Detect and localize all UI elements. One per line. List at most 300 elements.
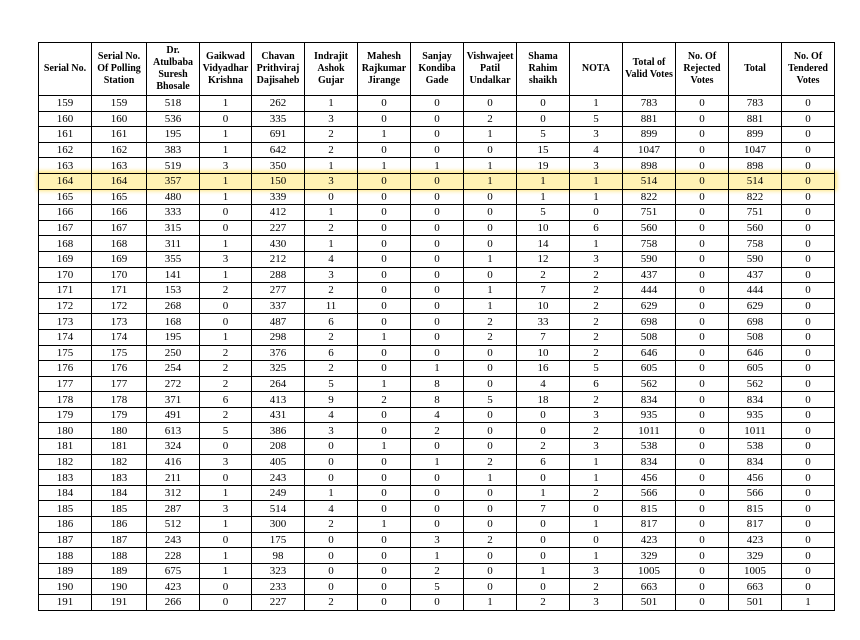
column-header: Sanjay Kondiba Gade <box>411 43 464 96</box>
table-cell: 272 <box>147 376 200 392</box>
table-cell: 817 <box>729 517 782 533</box>
table-cell: 166 <box>92 205 147 221</box>
table-cell: 0 <box>464 407 517 423</box>
table-cell: 3 <box>570 563 623 579</box>
table-cell: 0 <box>782 470 835 486</box>
table-cell: 175 <box>39 345 92 361</box>
table-cell: 173 <box>92 314 147 330</box>
table-cell: 1 <box>200 96 252 112</box>
table-cell: 228 <box>147 548 200 564</box>
table-cell: 0 <box>676 329 729 345</box>
table-cell: 0 <box>782 439 835 455</box>
table-cell: 1 <box>358 517 411 533</box>
table-row <box>39 563 835 579</box>
table-cell: 822 <box>729 189 782 205</box>
table-cell: 183 <box>92 470 147 486</box>
table-cell: 3 <box>305 423 358 439</box>
table-cell: 2 <box>305 283 358 299</box>
table-cell: 0 <box>411 329 464 345</box>
table-cell: 1 <box>782 595 835 611</box>
table-cell: 243 <box>252 470 305 486</box>
table-cell: 0 <box>411 501 464 517</box>
table-cell: 2 <box>200 376 252 392</box>
table-cell: 2 <box>305 127 358 143</box>
table-cell: 405 <box>252 454 305 470</box>
table-cell: 431 <box>252 407 305 423</box>
table-cell: 0 <box>411 298 464 314</box>
table-cell: 0 <box>464 548 517 564</box>
table-cell: 1 <box>464 470 517 486</box>
column-header: Indrajit Ashok Gujar <box>305 43 358 96</box>
table-cell: 0 <box>305 548 358 564</box>
table-cell: 519 <box>147 158 200 174</box>
table-cell: 182 <box>39 454 92 470</box>
table-cell: 0 <box>411 111 464 127</box>
table-cell: 6 <box>570 220 623 236</box>
table-cell: 0 <box>782 283 835 299</box>
table-row <box>39 111 835 127</box>
table-cell: 160 <box>92 111 147 127</box>
table-cell: 1 <box>570 173 623 189</box>
table-cell: 1047 <box>729 142 782 158</box>
table-cell: 172 <box>39 298 92 314</box>
table-cell: 562 <box>729 376 782 392</box>
column-header: Shama Rahim shaikh <box>517 43 570 96</box>
table-cell: 15 <box>517 142 570 158</box>
column-header: NOTA <box>570 43 623 96</box>
table-cell: 6 <box>570 376 623 392</box>
table-cell: 0 <box>411 127 464 143</box>
table-cell: 277 <box>252 283 305 299</box>
table-cell: 3 <box>200 454 252 470</box>
table-cell: 182 <box>92 454 147 470</box>
table-cell: 3 <box>305 111 358 127</box>
table-cell: 2 <box>200 283 252 299</box>
table-cell: 698 <box>729 314 782 330</box>
table-cell: 1 <box>411 158 464 174</box>
table-cell: 0 <box>411 314 464 330</box>
table-cell: 0 <box>464 142 517 158</box>
table-cell: 0 <box>411 283 464 299</box>
table-cell: 0 <box>464 236 517 252</box>
table-cell: 2 <box>305 595 358 611</box>
table-cell: 0 <box>676 563 729 579</box>
table-cell: 150 <box>252 173 305 189</box>
table-cell: 0 <box>782 236 835 252</box>
table-row <box>39 314 835 330</box>
table-cell: 5 <box>305 376 358 392</box>
table-row <box>39 548 835 564</box>
table-cell: 2 <box>517 439 570 455</box>
table-cell: 1 <box>200 517 252 533</box>
table-cell: 337 <box>252 298 305 314</box>
table-row <box>39 595 835 611</box>
table-cell: 1 <box>200 563 252 579</box>
table-cell: 1 <box>570 189 623 205</box>
table-cell: 0 <box>676 517 729 533</box>
table-cell: 0 <box>676 127 729 143</box>
table-cell: 195 <box>147 329 200 345</box>
table-row <box>39 96 835 112</box>
table-cell: 177 <box>39 376 92 392</box>
table-cell: 211 <box>147 470 200 486</box>
table-cell: 0 <box>782 142 835 158</box>
table-cell: 19 <box>517 158 570 174</box>
table-cell: 1 <box>464 127 517 143</box>
column-header: Total <box>729 43 782 96</box>
table-row <box>39 127 835 143</box>
table-cell: 1 <box>411 548 464 564</box>
table-cell: 0 <box>782 298 835 314</box>
table-cell: 1011 <box>729 423 782 439</box>
table-cell: 0 <box>782 548 835 564</box>
table-cell: 173 <box>39 314 92 330</box>
table-cell: 1 <box>464 595 517 611</box>
table-cell: 288 <box>252 267 305 283</box>
table-cell: 0 <box>782 189 835 205</box>
table-cell: 3 <box>570 439 623 455</box>
table-cell: 0 <box>305 470 358 486</box>
table-cell: 0 <box>358 407 411 423</box>
table-cell: 329 <box>729 548 782 564</box>
table-row <box>39 236 835 252</box>
table-cell: 0 <box>464 267 517 283</box>
table-cell: 5 <box>570 111 623 127</box>
table-cell: 0 <box>782 532 835 548</box>
table-cell: 0 <box>676 142 729 158</box>
table-cell: 935 <box>729 407 782 423</box>
table-cell: 11 <box>305 298 358 314</box>
table-cell: 2 <box>570 298 623 314</box>
table-cell: 629 <box>729 298 782 314</box>
table-cell: 1 <box>200 173 252 189</box>
table-cell: 0 <box>782 220 835 236</box>
table-cell: 0 <box>200 314 252 330</box>
table-cell: 0 <box>676 407 729 423</box>
table-cell: 0 <box>676 251 729 267</box>
table-cell: 0 <box>676 205 729 221</box>
polling-results-table <box>38 42 835 611</box>
table-cell: 2 <box>570 283 623 299</box>
column-header: Gaikwad Vidyadhar Krishna <box>200 43 252 96</box>
table-cell: 590 <box>729 251 782 267</box>
table-cell: 323 <box>252 563 305 579</box>
table-cell: 0 <box>676 485 729 501</box>
table-cell: 413 <box>252 392 305 408</box>
table-cell: 141 <box>147 267 200 283</box>
table-cell: 2 <box>305 220 358 236</box>
table-cell: 0 <box>358 532 411 548</box>
table-cell: 167 <box>92 220 147 236</box>
table-cell: 456 <box>623 470 676 486</box>
table-cell: 0 <box>782 267 835 283</box>
table-cell: 165 <box>39 189 92 205</box>
table-cell: 0 <box>676 345 729 361</box>
table-cell: 898 <box>623 158 676 174</box>
table-cell: 935 <box>623 407 676 423</box>
table-cell: 1 <box>358 329 411 345</box>
table-cell: 2 <box>464 314 517 330</box>
table-cell: 0 <box>676 376 729 392</box>
table-cell: 180 <box>92 423 147 439</box>
table-cell: 0 <box>782 361 835 377</box>
table-cell: 5 <box>570 361 623 377</box>
table-cell: 437 <box>729 267 782 283</box>
table-cell: 698 <box>623 314 676 330</box>
table-cell: 3 <box>200 158 252 174</box>
table-cell: 162 <box>92 142 147 158</box>
table-cell: 834 <box>623 454 676 470</box>
table-row <box>39 501 835 517</box>
column-header: Mahesh Rajkumar Jirange <box>358 43 411 96</box>
table-cell: 12 <box>517 251 570 267</box>
table-cell: 0 <box>676 96 729 112</box>
table-cell: 536 <box>147 111 200 127</box>
table-cell: 0 <box>411 470 464 486</box>
table-cell: 376 <box>252 345 305 361</box>
table-cell: 437 <box>623 267 676 283</box>
table-row <box>39 329 835 345</box>
table-cell: 191 <box>92 595 147 611</box>
table-cell: 1 <box>464 173 517 189</box>
table-cell: 6 <box>305 345 358 361</box>
table-cell: 1 <box>200 236 252 252</box>
table-cell: 423 <box>729 532 782 548</box>
table-cell: 566 <box>729 485 782 501</box>
table-cell: 1 <box>200 548 252 564</box>
table-cell: 153 <box>147 283 200 299</box>
table-cell: 2 <box>411 563 464 579</box>
table-cell: 0 <box>200 439 252 455</box>
table-cell: 538 <box>729 439 782 455</box>
table-cell: 188 <box>39 548 92 564</box>
table-cell: 423 <box>623 532 676 548</box>
table-cell: 0 <box>200 205 252 221</box>
table-cell: 163 <box>92 158 147 174</box>
table-cell: 3 <box>570 158 623 174</box>
table-cell: 0 <box>676 220 729 236</box>
table-cell: 0 <box>676 595 729 611</box>
table-cell: 168 <box>92 236 147 252</box>
table-cell: 0 <box>517 548 570 564</box>
table-cell: 2 <box>305 517 358 533</box>
table-cell: 167 <box>39 220 92 236</box>
table-cell: 170 <box>39 267 92 283</box>
table-cell: 174 <box>39 329 92 345</box>
table-cell: 0 <box>358 205 411 221</box>
table-cell: 487 <box>252 314 305 330</box>
table-cell: 444 <box>623 283 676 299</box>
table-cell: 0 <box>676 548 729 564</box>
table-cell: 0 <box>676 501 729 517</box>
table-cell: 172 <box>92 298 147 314</box>
table-cell: 0 <box>676 236 729 252</box>
table-cell: 1 <box>570 96 623 112</box>
table-cell: 2 <box>570 579 623 595</box>
table-cell: 1 <box>358 158 411 174</box>
table-cell: 1 <box>517 173 570 189</box>
table-cell: 4 <box>305 251 358 267</box>
table-cell: 0 <box>464 501 517 517</box>
table-cell: 0 <box>411 173 464 189</box>
table-cell: 815 <box>623 501 676 517</box>
table-row <box>39 376 835 392</box>
table-cell: 250 <box>147 345 200 361</box>
table-cell: 287 <box>147 501 200 517</box>
table-row <box>39 407 835 423</box>
table-cell: 1 <box>358 376 411 392</box>
table-cell: 2 <box>570 345 623 361</box>
table-cell: 2 <box>517 595 570 611</box>
column-header: Chavan Prithviraj Dajisaheb <box>252 43 305 96</box>
table-row <box>39 532 835 548</box>
table-cell: 0 <box>782 127 835 143</box>
table-cell: 0 <box>782 407 835 423</box>
table-cell: 0 <box>411 220 464 236</box>
table-row <box>39 361 835 377</box>
table-cell: 5 <box>411 579 464 595</box>
table-row <box>39 142 835 158</box>
table-cell: 350 <box>252 158 305 174</box>
table-cell: 0 <box>358 454 411 470</box>
table-cell: 0 <box>676 314 729 330</box>
table-cell: 514 <box>623 173 676 189</box>
table-cell: 1 <box>200 189 252 205</box>
table-cell: 3 <box>200 501 252 517</box>
table-cell: 159 <box>39 96 92 112</box>
table-cell: 170 <box>92 267 147 283</box>
table-cell: 0 <box>517 407 570 423</box>
table-cell: 0 <box>676 189 729 205</box>
column-header: No. Of Rejected Votes <box>676 43 729 96</box>
column-header: Vishwajeet Patil Undalkar <box>464 43 517 96</box>
table-cell: 187 <box>92 532 147 548</box>
table-cell: 0 <box>782 517 835 533</box>
table-cell: 0 <box>411 236 464 252</box>
table-cell: 1 <box>200 329 252 345</box>
table-cell: 560 <box>623 220 676 236</box>
table-cell: 1 <box>570 548 623 564</box>
table-cell: 0 <box>464 189 517 205</box>
table-cell: 189 <box>39 563 92 579</box>
table-row <box>39 579 835 595</box>
table-cell: 311 <box>147 236 200 252</box>
table-cell: 3 <box>305 267 358 283</box>
table-cell: 2 <box>411 423 464 439</box>
table-cell: 0 <box>411 485 464 501</box>
table-cell: 6 <box>305 314 358 330</box>
table-row <box>39 251 835 267</box>
table-cell: 1 <box>464 298 517 314</box>
table-cell: 1 <box>200 267 252 283</box>
table-cell: 2 <box>517 267 570 283</box>
table-cell: 161 <box>39 127 92 143</box>
table-cell: 98 <box>252 548 305 564</box>
table-cell: 324 <box>147 439 200 455</box>
table-cell: 171 <box>92 283 147 299</box>
table-cell: 0 <box>358 283 411 299</box>
table-cell: 5 <box>200 423 252 439</box>
table-cell: 1 <box>570 470 623 486</box>
table-cell: 159 <box>92 96 147 112</box>
column-header: Serial No. Of Polling Station <box>92 43 147 96</box>
table-cell: 315 <box>147 220 200 236</box>
table-cell: 663 <box>729 579 782 595</box>
table-cell: 0 <box>305 454 358 470</box>
table-cell: 161 <box>92 127 147 143</box>
table-cell: 2 <box>464 111 517 127</box>
table-cell: 8 <box>411 376 464 392</box>
table-cell: 4 <box>517 376 570 392</box>
table-cell: 0 <box>358 563 411 579</box>
table-cell: 0 <box>782 454 835 470</box>
table-cell: 4 <box>570 142 623 158</box>
table-cell: 2 <box>570 392 623 408</box>
table-cell: 325 <box>252 361 305 377</box>
table-cell: 179 <box>92 407 147 423</box>
table-cell: 898 <box>729 158 782 174</box>
table-cell: 0 <box>676 111 729 127</box>
table-cell: 357 <box>147 173 200 189</box>
table-cell: 166 <box>39 205 92 221</box>
column-header: Dr. Atulbaba Suresh Bhosale <box>147 43 200 96</box>
table-cell: 174 <box>92 329 147 345</box>
table-cell: 512 <box>147 517 200 533</box>
table-cell: 0 <box>200 595 252 611</box>
table-cell: 881 <box>623 111 676 127</box>
table-cell: 1 <box>305 205 358 221</box>
table-cell: 1 <box>517 563 570 579</box>
table-cell: 1 <box>200 127 252 143</box>
table-cell: 834 <box>623 392 676 408</box>
table-cell: 3 <box>411 532 464 548</box>
table-cell: 0 <box>358 96 411 112</box>
table-cell: 188 <box>92 548 147 564</box>
table-cell: 178 <box>92 392 147 408</box>
table-cell: 480 <box>147 189 200 205</box>
table-cell: 0 <box>358 251 411 267</box>
table-cell: 642 <box>252 142 305 158</box>
table-cell: 177 <box>92 376 147 392</box>
table-cell: 0 <box>676 532 729 548</box>
table-cell: 180 <box>39 423 92 439</box>
table-cell: 333 <box>147 205 200 221</box>
table-cell: 300 <box>252 517 305 533</box>
table-cell: 208 <box>252 439 305 455</box>
table-cell: 0 <box>676 283 729 299</box>
table-cell: 190 <box>92 579 147 595</box>
table-cell: 187 <box>39 532 92 548</box>
table-cell: 164 <box>39 173 92 189</box>
table-cell: 184 <box>39 485 92 501</box>
table-row <box>39 158 835 174</box>
table-cell: 0 <box>676 298 729 314</box>
table-cell: 691 <box>252 127 305 143</box>
table-cell: 162 <box>39 142 92 158</box>
table-cell: 0 <box>305 439 358 455</box>
table-cell: 0 <box>782 158 835 174</box>
table-cell: 0 <box>358 470 411 486</box>
table-cell: 227 <box>252 220 305 236</box>
table-cell: 190 <box>39 579 92 595</box>
table-cell: 0 <box>517 579 570 595</box>
table-cell: 268 <box>147 298 200 314</box>
table-cell: 0 <box>517 470 570 486</box>
table-cell: 0 <box>305 532 358 548</box>
table-cell: 335 <box>252 111 305 127</box>
table-cell: 416 <box>147 454 200 470</box>
table-row <box>39 220 835 236</box>
